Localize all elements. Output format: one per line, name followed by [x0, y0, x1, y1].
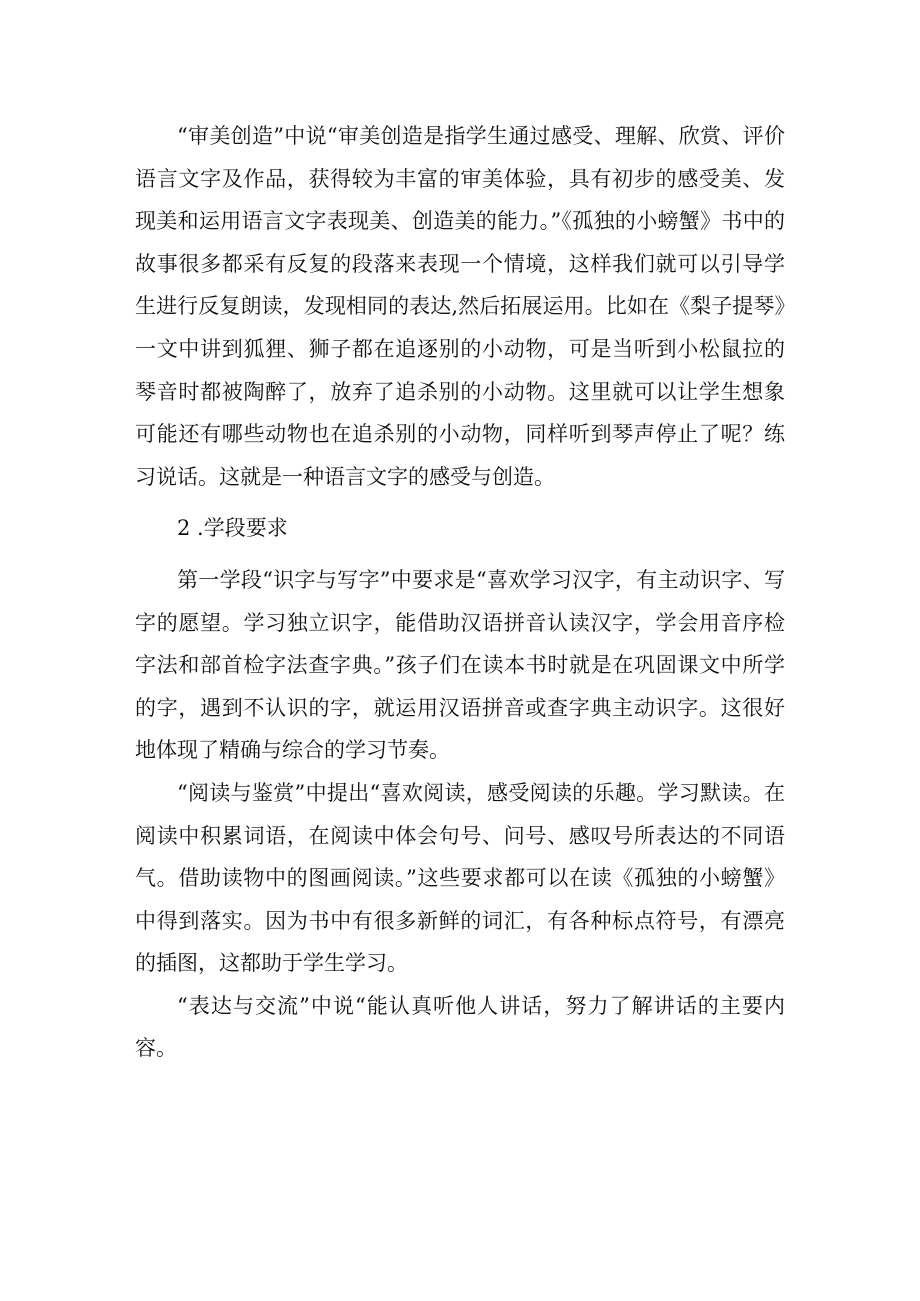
paragraph-expression-communication: “表达与交流”中说“能认真听他人讲话，努力了解讲话的主要内容。: [135, 993, 785, 1061]
paragraph-literacy-writing: 第一学段“识字与写字”中要求是“喜欢学习汉字，有主动识字、写字的愿望。学习独立识字，能借助汉语拼音认读汉字，学会用音序检字法和部首检字法查字典。”孩子们在读本书时就是在巩固课文中所学的字，遇到不认识的字，就运用汉语拼音或查字典主动识字。这很好地体现了精确与综合的学习节奏。: [135, 567, 785, 763]
paragraph-reading-appreciation: “阅读与鉴赏”中提出“喜欢阅读，感受阅读的乐趣。学习默读。在阅读中积累词语，在阅读中体会句号、问号、感叹号所表达的不同语气。借助读物中的图画阅读。”这些要求都可以在读《孤独的小螃蟹》中得到落实。因为书中有很多新鲜的词汇，有各种标点符号，有漂亮的插图，这都助于学生学习。: [135, 780, 785, 976]
document-body: [135, 115, 785, 1070]
paragraph-aesthetic-creation: “审美创造”中说“审美创造是指学生通过感受、理解、欣赏、评价语言文字及作品，获得较为丰富的审美体验，具有初步的感受美、发现美和运用语言文字表现美、创造美的能力。”《孤独的小螃蟹》书中的故事很多都采有反复的段落来表现一个情境，这样我们就可以引导学生进行反复朗读，发现相同的表达,然后拓展运用。比如在《梨子提琴》一文中讲到狐狸、狮子都在追逐别的小动物，可是当听到小松鼠拉的琴音时都被陶醉了，放弃了追杀别的小动物。这里就可以让学生想象可能还有哪些动物也在追杀别的小动物，同样听到琴声停止了呢？练习说话。这就是一种语言文字的感受与创造。: [135, 124, 785, 489]
section-heading-stage-requirements: 2 .学段要求: [177, 516, 288, 541]
